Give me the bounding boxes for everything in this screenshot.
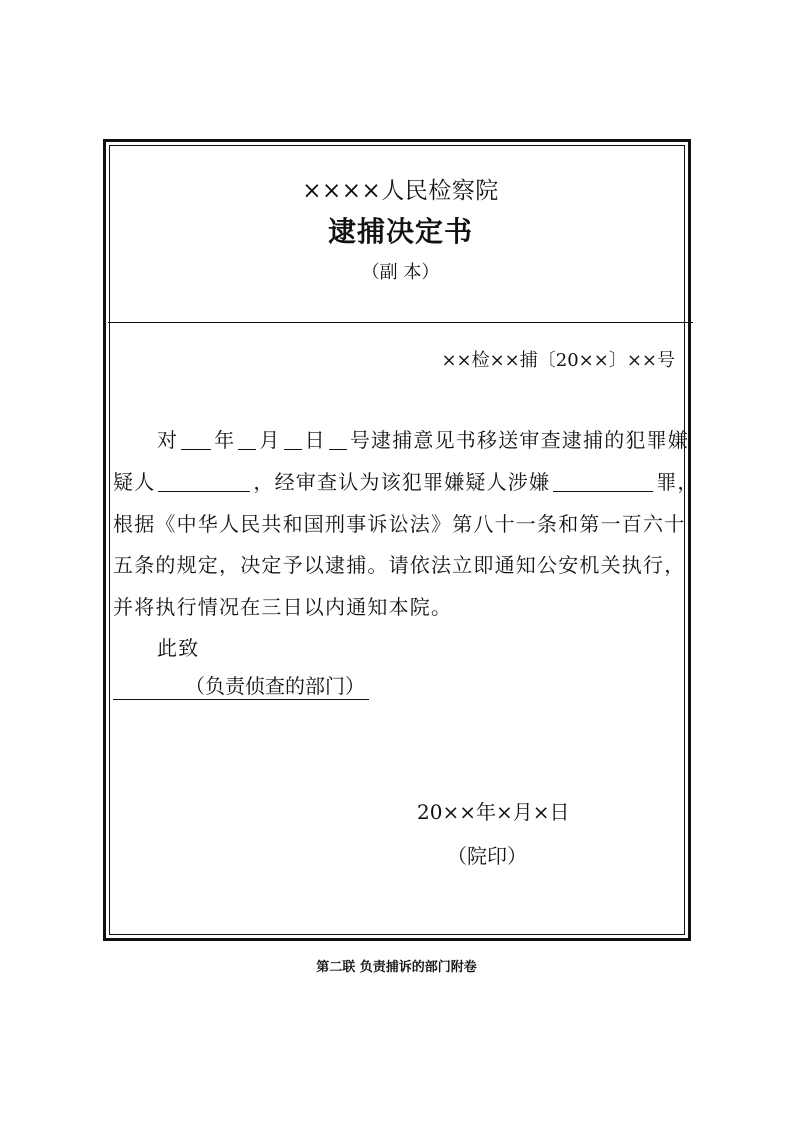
day-blank[interactable] bbox=[284, 429, 302, 450]
body-line-5: 并将执行情况在三日以内通知本院。 bbox=[113, 595, 453, 619]
crime-blank[interactable] bbox=[553, 471, 653, 492]
body-text: ，经审查认为该犯罪嫌疑人涉嫌 bbox=[253, 470, 551, 494]
body-text: 号逮捕意见书移送审查逮捕的犯罪嫌 bbox=[349, 428, 690, 452]
month-blank[interactable] bbox=[238, 429, 256, 450]
body-line-2 bbox=[113, 466, 699, 495]
body-text: 罪， bbox=[656, 470, 699, 494]
document-number: ××检××捕〔20××〕××号 bbox=[441, 350, 675, 371]
salutation: 此致 bbox=[157, 636, 200, 660]
addressee-field[interactable]: （负责侦查的部门） bbox=[113, 670, 369, 700]
body-text: 对 bbox=[157, 428, 179, 452]
document-title: 逮捕决定书 bbox=[327, 215, 473, 248]
issuing-organization: ××××人民检察院 bbox=[302, 178, 499, 204]
body-line-4: 五条的规定，决定予以逮捕。请依法立即通知公安机关执行， bbox=[113, 553, 686, 577]
body-text: 月 bbox=[259, 428, 281, 452]
year-blank[interactable] bbox=[181, 429, 211, 450]
body-text: 疑人 bbox=[113, 470, 156, 494]
number-blank[interactable] bbox=[329, 429, 347, 450]
suspect-name-blank[interactable] bbox=[158, 471, 250, 492]
header-divider bbox=[108, 322, 693, 323]
body-text: 年 bbox=[214, 428, 236, 452]
body-text: 日 bbox=[304, 428, 326, 452]
body-line-3: 根据《中华人民共和国刑事诉讼法》第八十一条和第一百六十 bbox=[113, 512, 686, 536]
court-seal-label: （院印） bbox=[447, 844, 527, 868]
copy-label: （副 本） bbox=[361, 262, 440, 283]
body-line-1 bbox=[157, 424, 689, 453]
issue-date: 20××年×月×日 bbox=[417, 800, 570, 824]
copy-footer-note: 第二联 负责捕诉的部门附卷 bbox=[316, 960, 477, 975]
